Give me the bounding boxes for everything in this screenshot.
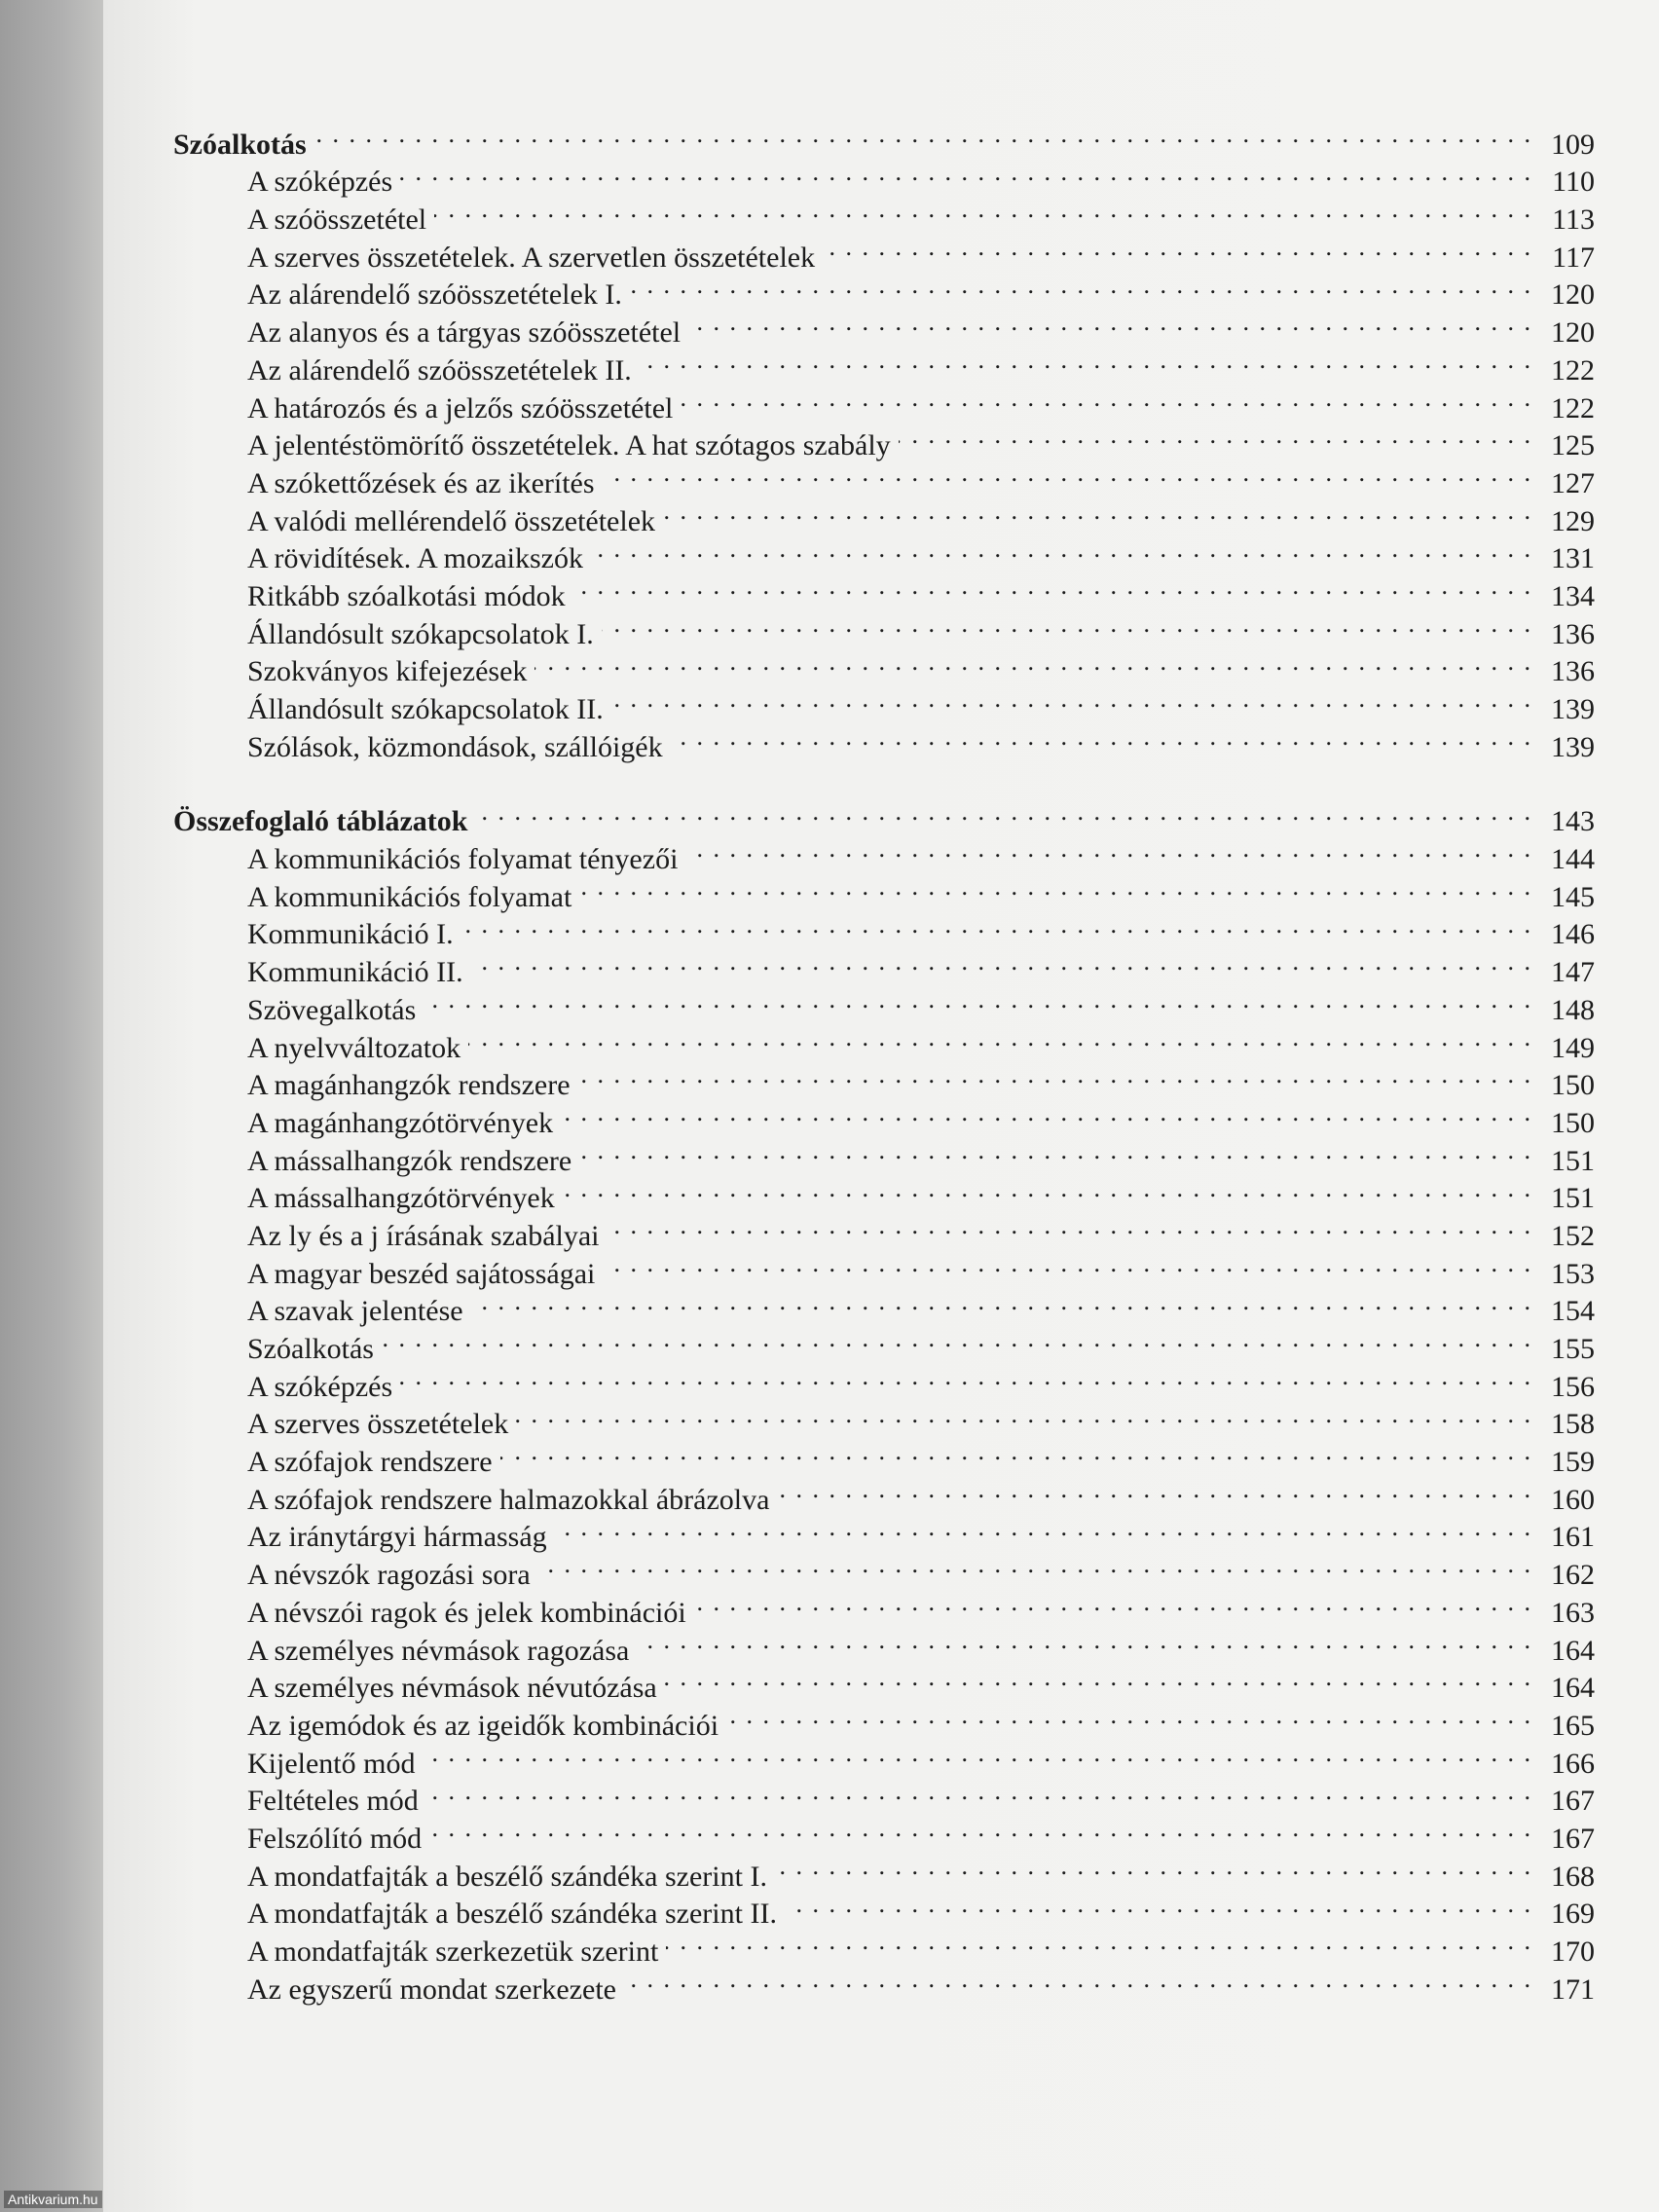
dot-leader bbox=[624, 1961, 1532, 1999]
entry-title: Az alárendelő szóösszetételek II. bbox=[247, 353, 632, 387]
entry-title: A rövidítések. A mozaikszók bbox=[247, 542, 583, 575]
dot-leader bbox=[603, 455, 1532, 493]
entry-title: A névszók ragozási sora bbox=[247, 1559, 531, 1592]
page-number: 158 bbox=[1551, 1408, 1595, 1441]
book-spine-gutter bbox=[0, 0, 103, 2212]
dot-leader bbox=[563, 1170, 1532, 1208]
dot-leader bbox=[899, 418, 1532, 456]
page-number: 113 bbox=[1552, 203, 1595, 237]
page-number: 120 bbox=[1551, 278, 1595, 312]
entry-title: A szóképzés bbox=[247, 166, 393, 199]
dot-leader bbox=[424, 981, 1532, 1019]
dot-leader bbox=[516, 1396, 1532, 1434]
dot-leader bbox=[400, 154, 1532, 192]
dot-leader bbox=[579, 1132, 1532, 1170]
dot-leader bbox=[423, 1735, 1532, 1773]
entry-title: Felszólító mód bbox=[247, 1822, 423, 1855]
page-number: 144 bbox=[1551, 843, 1595, 876]
entry-title: Az alárendelő szóösszetételek I. bbox=[247, 278, 622, 312]
entry-title: A névszói ragok és jelek kombinációi bbox=[247, 1596, 686, 1629]
dot-leader bbox=[688, 304, 1532, 342]
toc-section bbox=[173, 793, 1595, 2006]
page-number: 136 bbox=[1551, 655, 1595, 688]
entry-title: Szokványos kifejezések bbox=[247, 655, 528, 688]
toc-section bbox=[173, 116, 1595, 763]
page-number: 149 bbox=[1551, 1031, 1595, 1064]
dot-leader bbox=[591, 531, 1532, 569]
entry-title: A magánhangzótörvények bbox=[247, 1106, 554, 1139]
entry-title: Szóalkotás bbox=[173, 128, 307, 161]
dot-leader bbox=[471, 1283, 1532, 1321]
entry-title: Állandósult szókapcsolatok II. bbox=[247, 693, 604, 725]
entry-title: A szavak jelentése bbox=[247, 1295, 463, 1328]
dot-leader bbox=[603, 1245, 1532, 1283]
dot-leader bbox=[694, 1584, 1532, 1622]
entry-title: Az igemódok és az igeidők kombinációi bbox=[247, 1709, 719, 1742]
page-number: 151 bbox=[1551, 1144, 1595, 1177]
dot-leader bbox=[382, 1320, 1532, 1358]
page-number: 152 bbox=[1551, 1219, 1595, 1252]
entry-title: Az iránytárgyi hármasság bbox=[247, 1521, 547, 1554]
entry-title: A nyelvváltozatok bbox=[247, 1031, 461, 1064]
dot-leader bbox=[823, 229, 1532, 267]
section-heading bbox=[173, 793, 1595, 838]
dot-leader bbox=[573, 568, 1532, 606]
entry-title: A szóösszetétel bbox=[247, 203, 427, 237]
dot-leader bbox=[561, 1094, 1532, 1132]
dot-leader bbox=[640, 342, 1532, 380]
dot-leader bbox=[775, 1848, 1532, 1886]
toc-entry bbox=[173, 154, 1595, 199]
page-number: 167 bbox=[1551, 1785, 1595, 1818]
page-number: 153 bbox=[1551, 1257, 1595, 1290]
entry-title: A mássalhangzótörvények bbox=[247, 1182, 555, 1215]
dot-leader bbox=[785, 1886, 1532, 1924]
dot-leader bbox=[400, 1358, 1532, 1396]
page-number: 122 bbox=[1551, 391, 1595, 424]
entry-title: Kommunikáció II. bbox=[247, 956, 463, 989]
page-number: 148 bbox=[1551, 993, 1595, 1026]
entry-title: Feltételes mód bbox=[247, 1785, 419, 1818]
dot-leader bbox=[666, 1923, 1532, 1961]
entry-title: A szókettőzések és az ikerítés bbox=[247, 466, 595, 499]
entry-title: Kommunikáció I. bbox=[247, 918, 454, 951]
page-number: 146 bbox=[1551, 918, 1595, 951]
entry-title: A mondatfajták szerkezetük szerint bbox=[247, 1936, 659, 1968]
page-number: 167 bbox=[1551, 1822, 1595, 1855]
toc-entry bbox=[173, 1320, 1595, 1365]
page-number: 169 bbox=[1551, 1898, 1595, 1931]
page-number: 120 bbox=[1551, 316, 1595, 350]
dot-leader bbox=[426, 1773, 1532, 1811]
dot-leader bbox=[555, 1509, 1532, 1547]
dot-leader bbox=[538, 1546, 1532, 1584]
dot-leader bbox=[468, 1019, 1532, 1057]
entry-title: A mondatfajták a beszélő szándéka szerint I. bbox=[247, 1860, 767, 1893]
page-number: 165 bbox=[1551, 1709, 1595, 1742]
dot-leader bbox=[726, 1697, 1532, 1735]
table-of-contents bbox=[173, 116, 1595, 2036]
entry-title: A magánhangzók rendszere bbox=[247, 1069, 571, 1102]
entry-title: A határozós és a jelzős szóösszetétel bbox=[247, 391, 674, 424]
dot-leader bbox=[663, 493, 1532, 531]
dot-leader bbox=[475, 793, 1532, 831]
page-number: 125 bbox=[1551, 429, 1595, 462]
page-number: 145 bbox=[1551, 880, 1595, 913]
page-number: 150 bbox=[1551, 1106, 1595, 1139]
dot-leader bbox=[471, 943, 1532, 981]
entry-title: A valódi mellérendelő összetételek bbox=[247, 504, 656, 537]
entry-title: A kommunikációs folyamat bbox=[247, 880, 572, 913]
page-number: 164 bbox=[1551, 1672, 1595, 1705]
dot-leader bbox=[579, 868, 1532, 906]
section-heading bbox=[173, 116, 1595, 161]
entry-title: Állandósult szókapcsolatok I. bbox=[247, 617, 594, 650]
entry-title: A szóképzés bbox=[247, 1370, 393, 1403]
page-number: 131 bbox=[1551, 542, 1595, 575]
page-number: 129 bbox=[1551, 504, 1595, 537]
entry-title: Az ly és a j írásának szabályai bbox=[247, 1219, 600, 1252]
page-number: 154 bbox=[1551, 1295, 1595, 1328]
page-number: 147 bbox=[1551, 956, 1595, 989]
page-number: 159 bbox=[1551, 1446, 1595, 1479]
entry-title: A szófajok rendszere halmazokkal ábrázolva bbox=[247, 1483, 770, 1516]
page-number: 139 bbox=[1551, 730, 1595, 763]
dot-leader bbox=[500, 1433, 1532, 1471]
page-number: 168 bbox=[1551, 1860, 1595, 1893]
dot-leader bbox=[608, 1207, 1532, 1245]
page-number: 160 bbox=[1551, 1483, 1595, 1516]
dot-leader bbox=[637, 1622, 1532, 1660]
entry-title: Ritkább szóalkotási módok bbox=[247, 579, 566, 612]
dot-leader bbox=[685, 830, 1532, 868]
dot-leader bbox=[429, 1810, 1532, 1848]
page-number: 136 bbox=[1551, 617, 1595, 650]
entry-title: Összefoglaló táblázatok bbox=[173, 805, 468, 838]
watermark: Antikvarium.hu bbox=[4, 2191, 102, 2208]
page-number: 171 bbox=[1551, 1972, 1595, 2006]
entry-title: A magyar beszéd sajátosságai bbox=[247, 1257, 596, 1290]
entry-title: Az alanyos és a tárgyas szóösszetétel bbox=[247, 316, 682, 350]
dot-leader bbox=[602, 606, 1532, 644]
entry-title: A személyes névmások ragozása bbox=[247, 1634, 630, 1667]
entry-title: Kijelentő mód bbox=[247, 1747, 416, 1780]
dot-leader bbox=[535, 644, 1532, 682]
page-number: 109 bbox=[1551, 128, 1595, 161]
entry-title: Szóalkotás bbox=[247, 1333, 374, 1365]
page-number: 163 bbox=[1551, 1596, 1595, 1629]
page-number: 122 bbox=[1551, 353, 1595, 387]
entry-title: A szófajok rendszere bbox=[247, 1446, 493, 1479]
page-number: 164 bbox=[1551, 1634, 1595, 1667]
dot-leader bbox=[671, 719, 1532, 756]
dot-leader bbox=[630, 267, 1532, 305]
entry-title: Szólások, közmondások, szállóigék bbox=[247, 730, 663, 763]
page-number: 162 bbox=[1551, 1559, 1595, 1592]
dot-leader bbox=[681, 380, 1532, 418]
page-number: 110 bbox=[1552, 166, 1595, 199]
entry-title: A mondatfajták a beszélő szándéka szerint II. bbox=[247, 1898, 777, 1931]
dot-leader bbox=[314, 116, 1532, 154]
dot-leader bbox=[611, 681, 1532, 719]
page-number: 139 bbox=[1551, 693, 1595, 725]
page-number: 151 bbox=[1551, 1182, 1595, 1215]
dot-leader bbox=[461, 906, 1532, 944]
entry-title: A mássalhangzók rendszere bbox=[247, 1144, 572, 1177]
dot-leader bbox=[665, 1660, 1532, 1698]
entry-title: Szövegalkotás bbox=[247, 993, 417, 1026]
page-number: 156 bbox=[1551, 1370, 1595, 1403]
entry-title: A kommunikációs folyamat tényezői bbox=[247, 843, 679, 876]
entry-title: A szerves összetételek. A szervetlen összetételek bbox=[247, 240, 816, 274]
page-number: 155 bbox=[1551, 1333, 1595, 1365]
entry-title: A személyes névmások névutózása bbox=[247, 1672, 657, 1705]
entry-title: A szerves összetételek bbox=[247, 1408, 509, 1441]
page-number: 143 bbox=[1551, 805, 1595, 838]
page-number: 170 bbox=[1551, 1936, 1595, 1968]
entry-title: Az egyszerű mondat szerkezete bbox=[247, 1972, 616, 2006]
page-number: 150 bbox=[1551, 1069, 1595, 1102]
page-number: 161 bbox=[1551, 1521, 1595, 1554]
page-number: 117 bbox=[1552, 240, 1595, 274]
dot-leader bbox=[434, 191, 1532, 229]
page-number: 127 bbox=[1551, 466, 1595, 499]
dot-leader bbox=[777, 1471, 1532, 1509]
page-number: 134 bbox=[1551, 579, 1595, 612]
toc-entry bbox=[173, 1358, 1595, 1403]
entry-title: A jelentéstömörítő összetételek. A hat szótagos szabály bbox=[247, 429, 891, 462]
page-number: 166 bbox=[1551, 1747, 1595, 1780]
dot-leader bbox=[578, 1057, 1532, 1095]
